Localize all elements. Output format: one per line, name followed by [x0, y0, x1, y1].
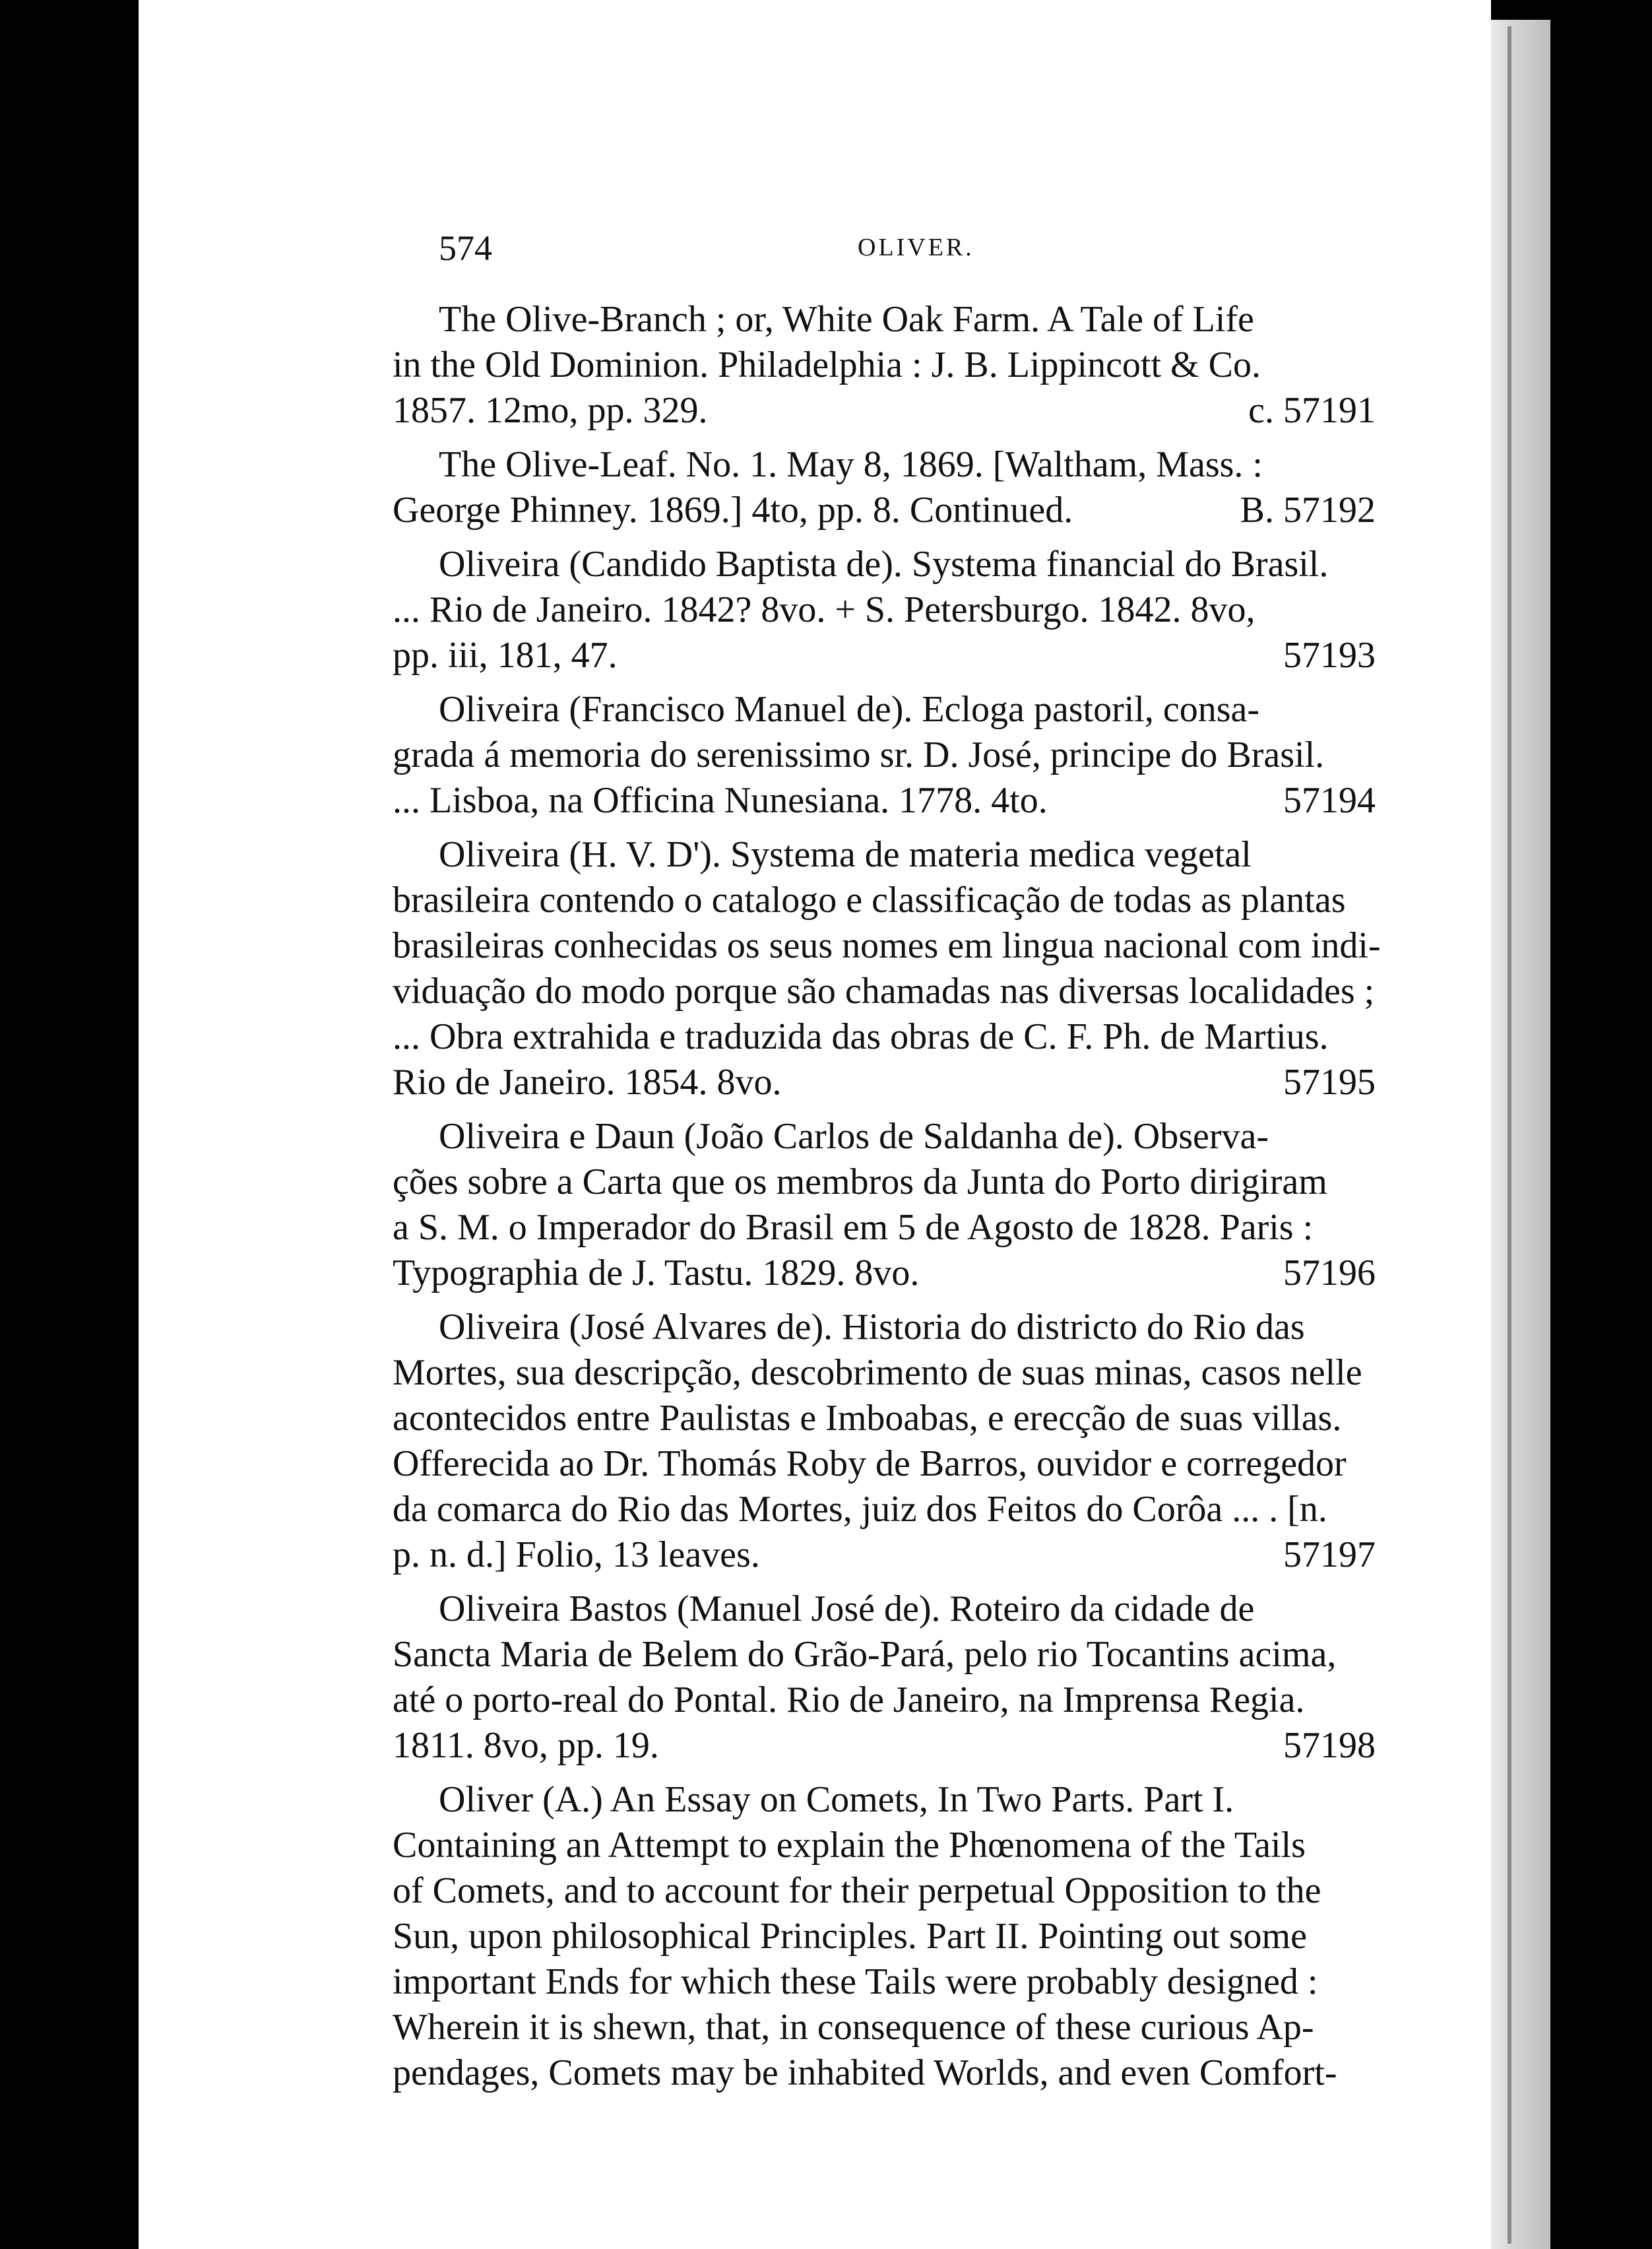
entry-line: p. n. d.] Folio, 13 leaves. [393, 1534, 760, 1575]
entry-line: grada á memoria do serenissimo sr. D. José, principe do Brasil. [393, 734, 1325, 775]
entry-line: 1857. 12mo, pp. 329. [393, 390, 708, 431]
entry-line: Oliveira (Candido Baptista de). Systema financial do Brasil. [439, 544, 1329, 585]
catalog-entry [393, 1114, 1376, 1296]
entry-line: Oliveira e Daun (João Carlos de Saldanha de). Observa- [439, 1116, 1269, 1157]
catalog-entry [393, 442, 1376, 533]
entry-line: Rio de Janeiro. 1854. 8vo. [393, 1062, 782, 1103]
entry-line: a S. M. o Imperador do Brasil em 5 de Agosto de 1828. Paris : [393, 1207, 1314, 1248]
entry-line: of Comets, and to account for their perpetual Opposition to the [393, 1870, 1321, 1911]
entry-line: Typographia de J. Tastu. 1829. 8vo. [393, 1253, 920, 1293]
entry-number: 57195 [1283, 1062, 1376, 1103]
entry-number: 57197 [1283, 1534, 1376, 1575]
entry-line: ... Rio de Janeiro. 1842? 8vo. + S. Petersburgo. 1842. 8vo, [393, 589, 1255, 630]
entry-number: c. 57191 [1248, 390, 1376, 431]
entry-line: Sun, upon philosophical Principles. Part II. Pointing out some [393, 1916, 1307, 1957]
catalog-entry [393, 687, 1376, 824]
page-number: 574 [439, 228, 492, 268]
entry-line: pp. iii, 181, 47. [393, 635, 618, 676]
entry-line: The Olive-Leaf. No. 1. May 8, 1869. [Waltham, Mass. : [439, 444, 1263, 485]
entry-line: ... Obra extrahida e traduzida das obras de C. F. Ph. de Martius. [393, 1016, 1329, 1057]
catalog-entry [393, 542, 1376, 678]
catalog-entry [393, 1777, 1376, 2096]
entry-number: B. 57192 [1240, 490, 1376, 531]
entry-line: Oliveira (H. V. D'). Systema de materia medica vegetal [439, 834, 1252, 875]
entry-line: Containing an Attempt to explain the Phœnomena of the Tails [393, 1825, 1306, 1866]
entry-line: Wherein it is shewn, that, in consequence of these curious Ap- [393, 2007, 1314, 2048]
entry-line: George Phinney. 1869.] 4to, pp. 8. Continued. [393, 490, 1073, 531]
page-gutter-shadow [1508, 26, 1511, 2244]
entry-line: da comarca do Rio das Mortes, juiz dos Feitos do Corôa ... . [n. [393, 1489, 1327, 1530]
entry-line: brasileira contendo o catalogo e classificação de todas as plantas [393, 880, 1346, 921]
catalog-entry [393, 1586, 1376, 1769]
entry-line: acontecidos entre Paulistas e Imboabas, e erecção de suas villas. [393, 1398, 1342, 1439]
entry-line: important Ends for which these Tails were probably designed : [393, 1961, 1318, 2002]
entry-line: até o porto-real do Pontal. Rio de Janeiro, na Imprensa Regia. [393, 1679, 1305, 1720]
entry-line: ções sobre a Carta que os membros da Junta do Porto dirigiram [393, 1161, 1327, 1202]
entry-line: Mortes, sua descripção, descobrimento de suas minas, casos nelle [393, 1352, 1362, 1393]
entry-line: brasileiras conhecidas os seus nomes em lingua nacional com indi- [393, 925, 1381, 966]
entry-line: 1811. 8vo, pp. 19. [393, 1725, 659, 1766]
entry-line: Oliveira Bastos (Manuel José de). Roteiro da cidade de [439, 1588, 1255, 1629]
entry-line: Oliveira (José Alvares de). Historia do districto do Rio das [439, 1307, 1305, 1348]
entry-line: Sancta Maria de Belem do Grão-Pará, pelo rio Tocantins acima, [393, 1634, 1337, 1675]
entry-number: 57193 [1283, 635, 1376, 676]
entry-number: 57198 [1283, 1725, 1376, 1766]
catalog-entry [393, 1305, 1376, 1578]
entry-line: in the Old Dominion. Philadelphia : J. B. Lippincott & Co. [393, 344, 1261, 385]
facing-page-edge [1491, 20, 1550, 2249]
page-header [439, 228, 1382, 267]
catalog-entries [393, 297, 1381, 2104]
entry-line: Oliver (A.) An Essay on Comets, In Two Parts. Part I. [439, 1779, 1234, 1820]
catalog-entry [393, 297, 1376, 434]
entry-line: ... Lisboa, na Officina Nunesiana. 1778. 4to. [393, 780, 1048, 821]
entry-line: Offerecida ao Dr. Thomás Roby de Barros, ouvidor e corregedor [393, 1443, 1347, 1484]
entry-line: The Olive-Branch ; or, White Oak Farm. A Tale of Life [439, 299, 1254, 340]
entry-number: 57194 [1283, 780, 1376, 821]
entry-line: Oliveira (Francisco Manuel de). Ecloga pastoril, consa- [439, 689, 1260, 730]
running-head: OLIVER. [858, 234, 974, 261]
catalog-entry [393, 832, 1381, 1105]
entry-line: viduação do modo porque são chamadas nas diversas localidades ; [393, 971, 1375, 1012]
entry-number: 57196 [1283, 1253, 1376, 1293]
entry-line: pendages, Comets may be inhabited Worlds, and even Comfort- [393, 2052, 1337, 2093]
